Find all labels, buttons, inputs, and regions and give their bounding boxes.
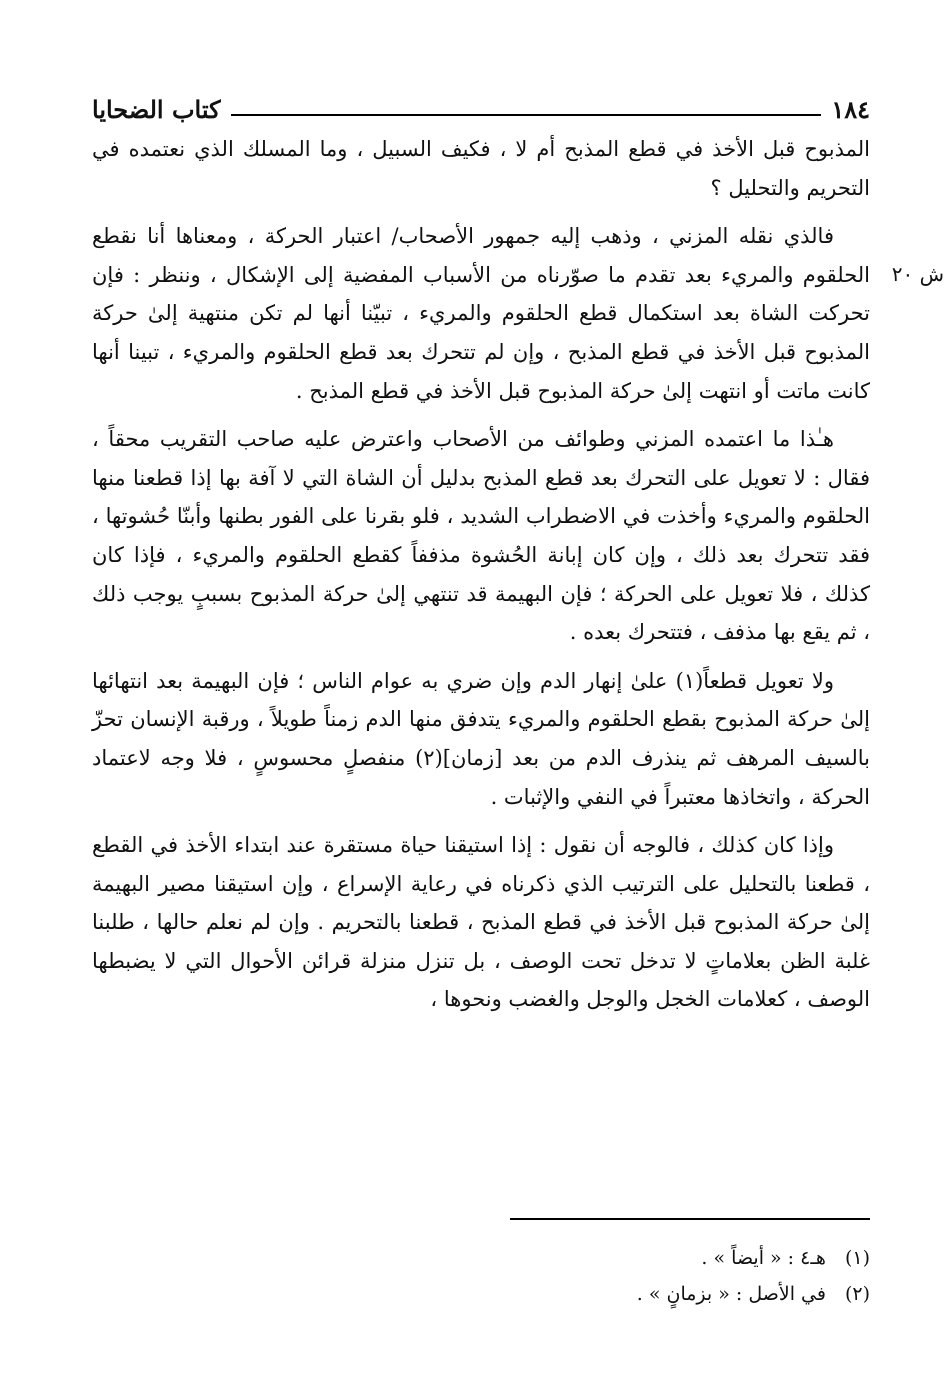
paragraph: فالذي نقله المزني ، وذهب إليه جمهور الأصحاب/ اعتبار الحركة ، ومعناها أنا نقطع الحلقوم والمريء بعد تقدم ما صوّرناه من الأسباب المفضية إلى الإشكال ، وننظر : فإن تحركت الشاة بعد استكمال قطع الحلقوم والمريء ، تبيّنا أنها لم تكن منتهية إلىٰ حركة المذبوح قبل الأخذ في قطع المذبح ، وإن لم تتحرك بعد قطع الحلقوم والمريء ، تبينا أنها كانت ماتت أو انتهت إلىٰ حركة المذبوح قبل الأخذ في قطع المذبح . — [92, 224, 870, 403]
book-title: كتاب الضحايا — [92, 95, 221, 124]
page-number: ١٨٤ — [831, 95, 870, 124]
paragraph: وإذا كان كذلك ، فالوجه أن نقول : إذا استيقنا حياة مستقرة عند ابتداء الأخذ في القطع ، قطعنا بالتحليل على الترتيب الذي ذكرناه في رعاية الإسراع ، وإن استيقنا مصير البهيمة إلىٰ حركة المذبوح قبل الأخذ في قطع المذبح ، قطعنا بالتحريم . وإن لم نعلم حالها ، طلبنا غلبة الظن بعلاماتٍ لا تدخل تحت الوصف ، بل تنزل منزلة قرائن الأحوال التي لا يضبطها الوصف ، كعلامات الخجل والوجل والغضب ونحوها ، — [92, 833, 870, 1012]
footnote-number: (٢) — [844, 1283, 870, 1305]
header-rule — [231, 114, 822, 116]
footnotes — [92, 1240, 870, 1312]
paragraph: ولا تعويل قطعاً(١) علىٰ إنهار الدم وإن ضري به عوام الناس ؛ فإن البهيمة بعد انتهائها إلىٰ حركة المذبوح بقطع الحلقوم والمريء يتدفق منها الدم زمناً طويلاً ، ورقبة الإنسان تحزّ بالسيف المرهف ثم ينذرف الدم من بعد [زمان](٢) منفصلٍ محسوسٍ ، فلا وجه لاعتماد الحركة ، واتخاذها معتبراً في النفي والإثبات . — [92, 668, 870, 809]
footnote — [92, 1240, 870, 1276]
footnote — [92, 1276, 870, 1312]
paragraph: هـٰذا ما اعتمده المزني وطوائف من الأصحاب واعترض عليه صاحب التقريب محقاً ، فقال : لا تعويل على التحرك بعد قطع المذبح بدليل أن الشاة التي لا آفة بها إذا قطعنا منها الحلقوم والمريء وأخذت في الاضطراب الشديد ، فلو بقرنا على الفور بطنها وأبنّا حُشوتها ، فقد تتحرك بعد ذلك ، وإن كان إبانة الحُشوة مذففاً كقطع الحلقوم والمريء ، فإذا كان كذلك ، فلا تعويل على الحركة ؛ فإن البهيمة قد تنتهي إلىٰ حركة المذبوح بسببٍ يوجب ذلك ، ثم يقع بها مذفف ، فتتحرك بعده . — [92, 427, 870, 645]
footnote-text: في الأصل : « بزمانٍ » . — [636, 1283, 826, 1305]
margin-folio-note: ش ٢٠ — [891, 262, 944, 286]
main-text — [92, 130, 870, 1029]
paragraph: المذبوح قبل الأخذ في قطع المذبح أم لا ، فكيف السبيل ، وما المسلك الذي نعتمده في التحريم والتحليل ؟ — [92, 137, 870, 200]
footnote-text: هـ٤ : « أيضاً » . — [701, 1247, 826, 1269]
footnote-number: (١) — [844, 1247, 870, 1269]
page-header — [92, 84, 870, 124]
footnote-separator — [510, 1218, 870, 1220]
